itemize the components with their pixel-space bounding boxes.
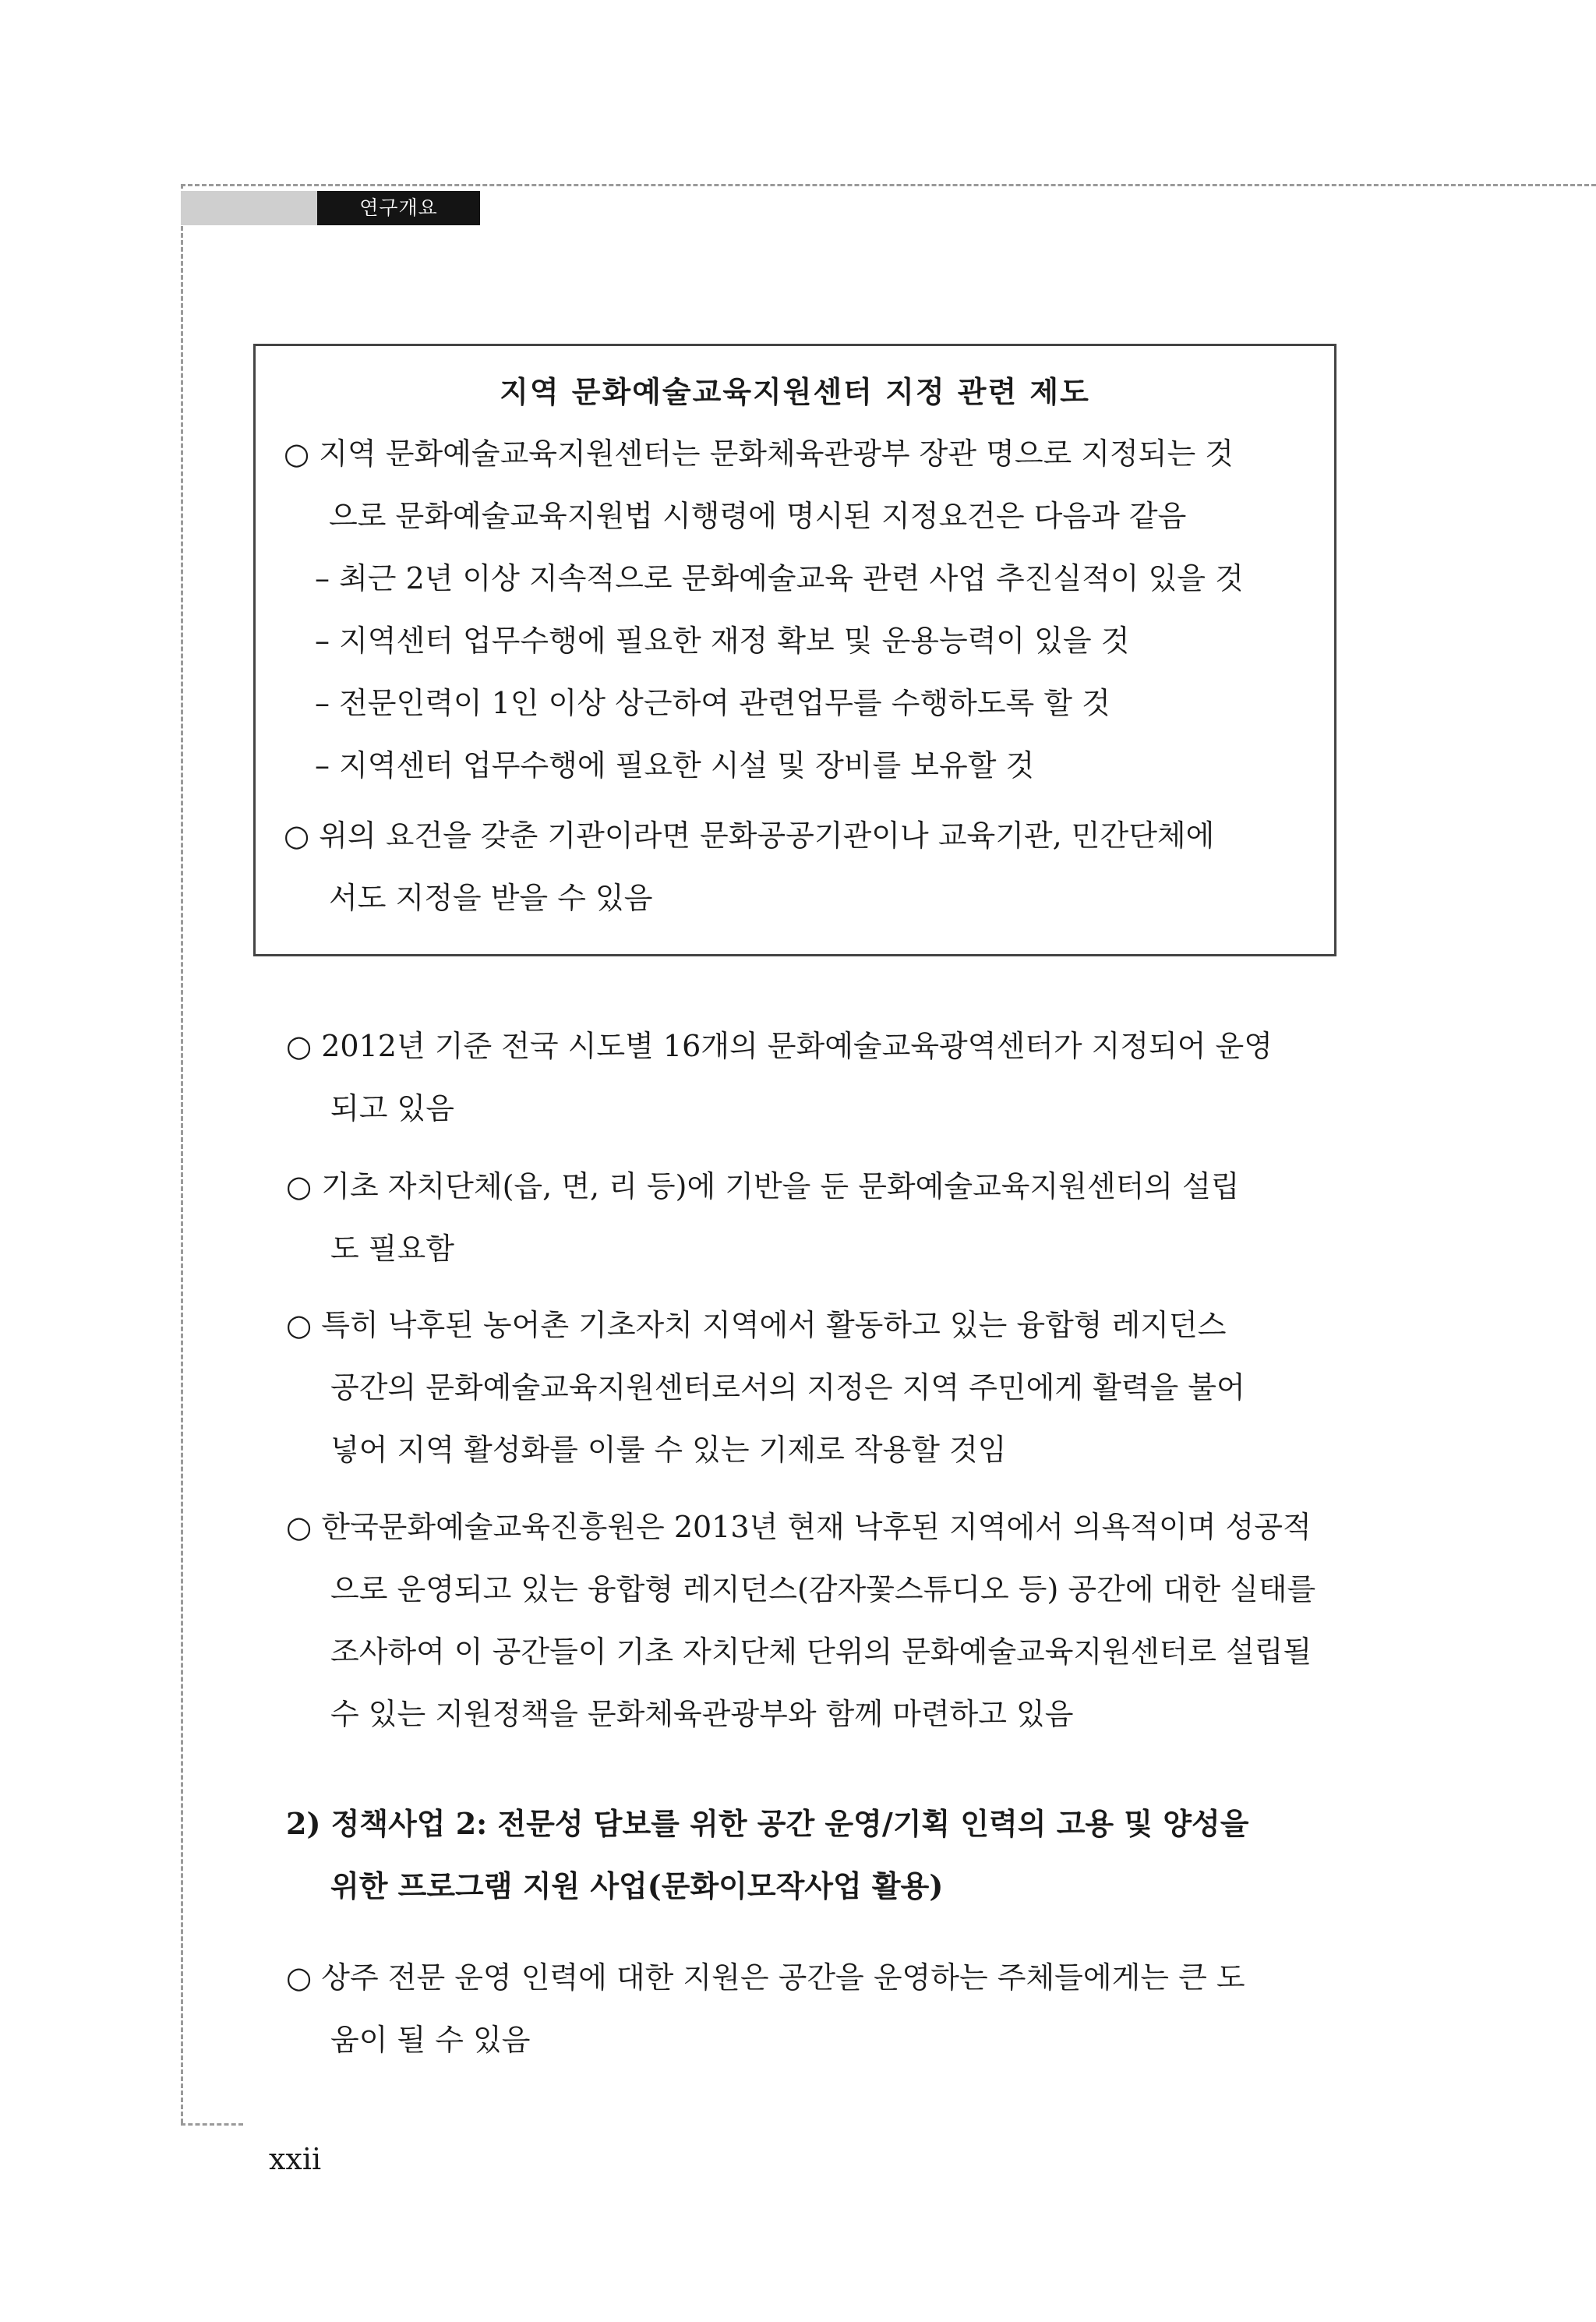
paragraph-4-line-3: 조사하여 이 공간들이 기초 자치단체 단위의 문화예술교육지원센터로 설립될 (330, 1635, 1312, 1669)
box-bullet-2-line-1: ○ 위의 요건을 갖춘 기관이라면 문화공공기관이나 교육기관, 민간단체에 (284, 818, 1215, 853)
paragraph-2-line-1: ○ 기초 자치단체(읍, 면, 리 등)에 기반을 둔 문화예술교육지원센터의 설립 (286, 1169, 1240, 1203)
box-bullet-1-line-1: ○ 지역 문화예술교육지원센터는 문화체육관광부 장관 명으로 지정되는 것 (284, 436, 1234, 471)
box-dash-item-1: – 최근 2년 이상 지속적으로 문화예술교육 관련 사업 추진실적이 있을 것 (315, 561, 1244, 596)
page-frame-bottom-rule (181, 2123, 243, 2126)
paragraph-5-line-2: 움이 될 수 있음 (330, 2023, 531, 2057)
box-bullet-1-line-2: 으로 문화예술교육지원법 시행령에 명시된 지정요건은 다음과 같음 (329, 499, 1187, 533)
page-frame-top-rule (181, 184, 1596, 186)
paragraph-1-line-1: ○ 2012년 기준 전국 시도별 16개의 문화예술교육광역센터가 지정되어 운영 (286, 1029, 1273, 1063)
section-label: 연구개요 (317, 191, 480, 225)
paragraph-5-line-1: ○ 상주 전문 운영 인력에 대한 지원은 공간을 운영하는 주체들에게는 큰 도 (286, 1960, 1245, 1995)
paragraph-1-line-2: 되고 있음 (330, 1091, 454, 1126)
paragraph-4-line-2: 으로 운영되고 있는 융합형 레지던스(감자꽃스튜디오 등) 공간에 대한 실태를 (330, 1572, 1316, 1606)
box-title: 지역 문화예술교육지원센터 지정 관련 제도 (500, 374, 1090, 409)
section-heading-line-2: 위한 프로그램 지원 사업(문화이모작사업 활용) (330, 1868, 944, 1903)
box-dash-item-2: – 지역센터 업무수행에 필요한 재정 확보 및 운용능력이 있을 것 (315, 624, 1130, 658)
paragraph-3-line-3: 넣어 지역 활성화를 이룰 수 있는 기제로 작용할 것임 (330, 1433, 1007, 1467)
paragraph-4-line-4: 수 있는 지원정책을 문화체육관광부와 함께 마련하고 있음 (330, 1697, 1074, 1731)
section-heading-line-1: 2) 정책사업 2: 전문성 담보를 위한 공간 운영/기획 인력의 고용 및 양성을 (286, 1806, 1249, 1841)
paragraph-3-line-2: 공간의 문화예술교육지원센터로서의 지정은 지역 주민에게 활력을 불어 (330, 1370, 1245, 1405)
box-dash-item-3: – 전문인력이 1인 이상 상근하여 관련업무를 수행하도록 할 것 (315, 686, 1110, 720)
paragraph-2-line-2: 도 필요함 (330, 1232, 454, 1266)
summary-box (253, 344, 1336, 956)
paragraph-4-line-1: ○ 한국문화예술교육진흥원은 2013년 현재 낙후된 지역에서 의욕적이며 성공적 (286, 1510, 1312, 1544)
page-number: xxii (269, 2142, 322, 2176)
box-dash-item-4: – 지역센터 업무수행에 필요한 시설 및 장비를 보유할 것 (315, 748, 1035, 783)
box-bullet-2-line-2: 서도 지정을 받을 수 있음 (329, 881, 653, 915)
paragraph-3-line-1: ○ 특히 낙후된 농어촌 기초자치 지역에서 활동하고 있는 융합형 레지던스 (286, 1308, 1227, 1342)
page-frame-left-rule (181, 184, 183, 2123)
